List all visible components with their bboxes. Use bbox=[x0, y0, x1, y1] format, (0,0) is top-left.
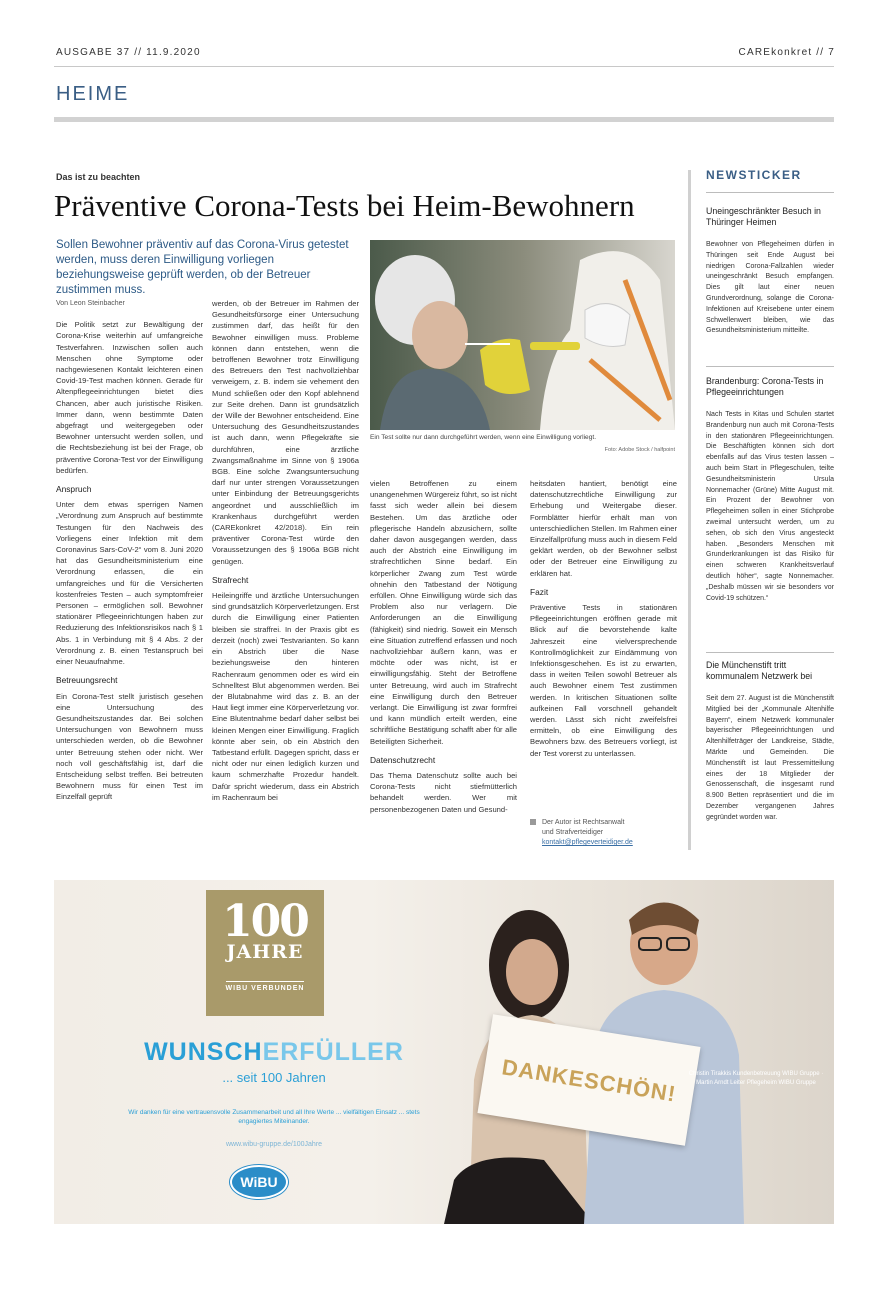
claim-light: ERFÜLLER bbox=[262, 1038, 404, 1066]
badge-word: JAHRE bbox=[226, 941, 304, 963]
news-text: Seit dem 27. August ist die Münchenstift Mitglied bei der „Kommunale Altenhilfe Bayern“, einem Netzwerk kommunaler bayerischer Pflegeeinrichtungen und Altenhilfeträger der Landkreise, Städte, Märkte und Gemeinden. Die Münchenstift ist laut Pressemitteilung eines der 18 Mitglieder der Genossenschaft, die insgesamt rund 8.900 Betten repräsentiert und die im Dezember vergangenen Jahres gegründet worden war. bbox=[706, 695, 834, 821]
square-icon bbox=[530, 819, 536, 825]
article-byline: Von Leon Steinbacher bbox=[56, 300, 125, 307]
corona-test-illustration bbox=[370, 240, 675, 430]
anniversary-badge bbox=[206, 890, 324, 1016]
paragraph: Die Politik setzt zur Bewältigung der Corona-Krise weiterhin auf umfangreiche Testverfahren. Inzwischen sollen auch Menschen ohne Symptome oder nachgewiesenen Kontakt leichteren einen Covid-19-Test machen können. Gerade für Altenpflegeeinrichtungen bietet dies Chancen, aber auch juristische Risiken. Immer dann, wenn bestimmte Daten abgefragt und weitergegeben oder Bewohner untersucht werden sollen, und die Rechtsbeziehung ist bei der Frage, ob präventive Corona-Test vor der Einwilligung bedürfen. bbox=[56, 320, 203, 475]
section-rule bbox=[54, 117, 834, 122]
news-text: Nach Tests in Kitas und Schulen startet Brandenburg nun auch mit Corona-Tests in den stationären Pflegeeinrichtungen. Die Beschäftigten können sich dort ebenfalls auf das Virus testen lassen – auch beim Start in Pflegeschulen, teilte Gesundheitsministerin Ursula Nonnemacher (Grüne) Mitte August mit. Ein Prozent der Bewohner von Pflegeheimen sollen in einer Stichprobe zweimal untersucht werden, um zu sehen, ob sich den Virus angesteckt haben. „Besonders Menschen mit Grunderkrankungen ist das Risiko für einen schweren Krankheitsverlauf deutlich höher“, sagte Nonnemacher. „Deshalb müssen wir sie besonders vor Covid-19 schützen.“ bbox=[706, 411, 834, 602]
paragraph: Ein Corona-Test stellt juristisch gesehen eine Untersuchung des Gesundheitszustandes dar. Bei solchen Untersuchungen von Bewohnern muss unterschieden werden, ob die Bewohner unter Betreuung stehen oder nicht. Wer noch voll geschäftsfähig ist, darf die Entscheidung selbst treffen. Bei betreuten Bewohnern muss für einen Test im Einzelfall geprüft bbox=[56, 691, 203, 802]
article-column-4 bbox=[530, 478, 677, 808]
subheading: Strafrecht bbox=[212, 574, 249, 585]
paragraph: werden, ob der Betreuer im Rahmen der Gesundheitsfürsorge einer Untersuchung zustimmen darf, das heißt für den Bewohner einwilligen muss. Probleme können dann entstehen, wenn die betroffenen Bewohner trotz Einwilligung des Betreuers den Test nachvollziehbar verweigern, z. B. indem sie vehement den Mund schließen oder den Kopf ablehnend zur Seite drehen. Dann ist grundsätzlich der Wille der Bewohner entscheidend. Eine Untersuchung des Gesundheitszustandes ist auch dann, wenn Pflegekräfte sie durchführen, eine ärztliche Zwangsmaßnahme im Sinne von § 1906a BGB. Eine solche Zwangsuntersuchung darf nur unter strengen Voraussetzungen unter Einbindung der Betreuungsgerichts angeordnet und ausschließlich im Krankenhaus durchgeführt werden (CAREkonkret 42/2018). Ein rein präventiver Corona-Test würde den Voraussetzungen des § 1906a BGB nicht genügen. bbox=[212, 299, 359, 566]
news-headline: Die Münchenstift tritt kommunalem Netzwerk bei bbox=[706, 660, 813, 681]
article-lead: Sollen Bewohner präventiv auf das Corona-Virus getestet werden, muss deren Einwilligung vorliegen beziehungsweise geprüft werden, ob der Betreuer zustimmen muss. bbox=[56, 239, 349, 296]
issue-info: AUSGABE 37 // 11.9.2020 bbox=[56, 47, 201, 58]
ad-subline: ... seit 100 Jahren bbox=[222, 1070, 326, 1085]
news-headline: Brandenburg: Corona-Tests in Pflegeeinrichtungen bbox=[706, 376, 824, 397]
advertisement[interactable] bbox=[54, 880, 834, 1224]
author-email-link[interactable]: kontakt@pflegeverteidiger.de bbox=[542, 839, 633, 846]
news-headline: Uneingeschränkter Besuch in Thüringer Heimen bbox=[706, 206, 821, 227]
wibu-logo: WiBU bbox=[230, 1165, 288, 1199]
photo-caption: Ein Test sollte nur dann durchgeführt werden, wenn eine Einwilligung vorliegt. bbox=[370, 434, 597, 441]
header-rule bbox=[54, 66, 834, 67]
article-column-2 bbox=[212, 298, 359, 858]
paragraph: Das Thema Datenschutz sollte auch bei Corona-Tests nicht stiefmütterlich behandelt werden. Wer mit personenbezogenen Daten und Gesund- bbox=[370, 771, 517, 814]
divider bbox=[706, 192, 834, 193]
publication-page: CAREkonkret // 7 bbox=[738, 47, 835, 58]
photo-credit: Foto: Adobe Stock / halfpoint bbox=[604, 447, 675, 453]
article-kicker: Das ist zu beachten bbox=[56, 172, 141, 182]
divider bbox=[706, 652, 834, 653]
newsticker-title: NEWSTICKER bbox=[706, 168, 802, 182]
ad-small-text: Wir danken für eine vertrauensvolle Zusammenarbeit und all Ihre Werte ... vielfältigen Einsatz ... stets engagiertes Miteinander. bbox=[128, 1109, 420, 1125]
claim-strong: WUNSCH bbox=[144, 1038, 263, 1066]
subheading: Datenschutzrecht bbox=[370, 754, 436, 765]
ad-claim bbox=[124, 1038, 424, 1067]
author-line: Der Autor ist Rechtsanwalt bbox=[542, 819, 625, 826]
sign-text: DANKESCHÖN! bbox=[500, 1054, 678, 1107]
newsticker-bar bbox=[688, 170, 691, 850]
section-title: HEIME bbox=[56, 83, 130, 105]
ad-url[interactable]: www.wibu-gruppe.de/100Jahre bbox=[225, 1141, 323, 1148]
article-column-3 bbox=[370, 478, 517, 858]
paragraph: Präventive Tests in stationären Pflegeeinrichtungen eröffnen gerade mit Blick auf die bevorstehende kalte Jahreszeit eine vielversprechende Kontrollmöglichkeit zur Eindämmung von Infektionsgeschehen. Es ist zu erwarten, dass in weiten Teilen sowohl Betreuer als auch Bewohner einem Test zustimmen werden. In kritischen Situationen sollte aufkeinen Fall vorschnell gehandelt werden. Lässt sich nicht zweifelsfrei ermitteln, ob eine Einwilligung des Bewohners bzw. des Betreuers vorliegt, ist der Test vorerst zu unterlassen. bbox=[530, 603, 677, 758]
news-text: Bewohner von Pflegeheimen dürfen in Thüringen seit Ende August bei niedrigen Corona-Fallzahlen wieder uneingeschränkt Besuch empfangen. Dies gilt laut einer neuen Grundverordnung, solange die Corona-Infektionen auf Kreisebene unter einem Schwellenwert bleiben, wie das Gesundheitsministerium mitteilte. bbox=[706, 241, 834, 335]
badge-brand: WIBU VERBUNDEN bbox=[226, 981, 305, 992]
subheading: Betreuungsrecht bbox=[56, 675, 118, 686]
paragraph: Heileingriffe und ärztliche Untersuchungen sind grundsätzlich Körperverletzungen. Erst durch die Einwilligung einer Patienten bleiben sie straffrei. In der Praxis gibt es derzeit (noch) zwei Testvarianten. So kann ein Abstrich über die Nase beziehungsweise den hinteren Rachenraum genommen oder es wird ein Schnelltest Blut abgenommen werden. Bei der Blutabnahme wird das z. B. an der Haut liegt immer eine Körperverletzung vor. Eine Blutentnahme bedarf daher selbst bei kleinen Mengen einer Einwilligung. Fraglich könnte aber sein, ob ein Abstrich den Tatbestand erfüllt. Dagegen spricht, dass er nicht oder nur einen lediglich kurzen und kaum schmerzhafte Prozedur handelt. Dafür spricht wiederum, dass ein Abstrich im Rachenraum bei bbox=[212, 591, 359, 802]
ad-names: Christin Tirakkis Kundenbetreuung WIBU Gruppe · Martin Arndt Leiter Pflegeheim WIBU Gruppe bbox=[688, 1071, 824, 1086]
article-headline: Präventive Corona-Tests bei Heim-Bewohnern bbox=[54, 188, 635, 223]
badge-number: 100 bbox=[222, 896, 308, 947]
article-column-1 bbox=[56, 298, 203, 858]
paragraph: heitsdaten hantiert, benötigt eine datenschutzrechtliche Einwilligung zur Erhebung und Weitergabe dieser. Formblätter hierfür erhält man von unterschiedlichen Stellen. Im Rahmen einer Einzelfallprüfung muss auch in diesem Feld geklärt werden, ob der Bewohner selbst oder der Betreuer eine Einwilligung zu erklären hat. bbox=[530, 479, 677, 578]
divider bbox=[706, 366, 834, 367]
paragraph: Unter dem etwas sperrigen Namen „Verordnung zum Anspruch auf bestimmte Testungen für den Nachweis des Vorliegens einer Infektion mit dem Coronavirus Sars-CoV-2“ vom 8. Juni 2020 hat das Gesundheitsministerium eine Verordnung erlassen, die ein umfangreiches und für die Versicherten kostenfreies Testen – auch symptomfreier Personen – ermöglichen soll. Bewohner stationärer Pflegeeinrichtungen haben zur Reduzierung des Infektionsrisikos nach § 1 Abs. 1 in Verbindung mit § 4 Abs. 2 der Verordnung z. B. einen Testanspruch bei einer Neuaufnahme. bbox=[56, 500, 203, 667]
article-photo bbox=[370, 240, 675, 430]
subheading: Anspruch bbox=[56, 484, 92, 495]
subheading: Fazit bbox=[530, 586, 549, 597]
author-box bbox=[530, 818, 680, 848]
paragraph: vielen Betroffenen zu einem unangenehmen Würgereiz führt, so ist nicht fasst sich weder allein bei diesem Bestehen. Um das ärztliche oder pflegerische Handeln abzusichern, sollte daher davon ausgegangen werden, dass auch der Abstrich eine Einwilligung im strafrechtlichen Sinne bedarf. Ein körperlicher Zwang zum Test würde ohnehin den Tatbestand der Nötigung erfüllen. Ohne Einwilligung würde sich das Problem also nur verlagern. Die Anforderungen an die Einwilligung (fähigkeit) sind niedrig. Soweit ein Mensch eine Situation zutreffend erfassen und noch nachvollziehbar äußern kann, was er möchte oder was nicht, ist er einwilligungsfähig. Steht der Betroffene unter Betreuung, wird auch im Strafrecht eine Einwilligung durch den Betreuer verlangt. Die Einwilligung ist zwar formfrei und kann mündlich erteilt werden, eine schriftliche Bestätigung schafft aber für alle Beteiligten Sicherheit. bbox=[370, 479, 517, 746]
author-line: und Strafverteidiger bbox=[542, 829, 604, 836]
